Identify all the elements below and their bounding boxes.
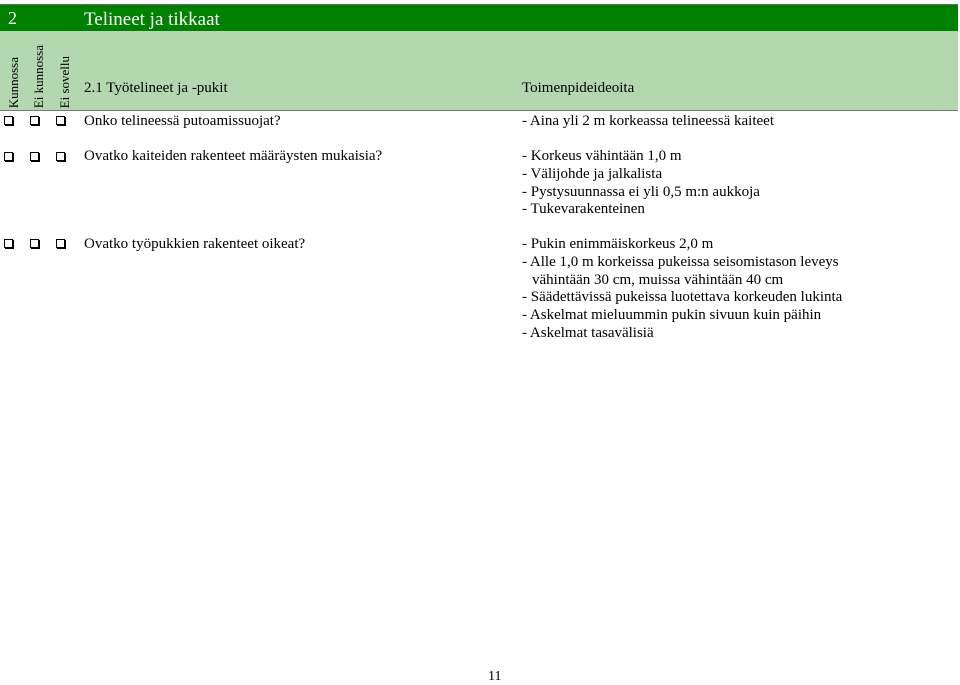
- question-row-3: Ovatko työpukkien rakenteet oikeat?: [84, 236, 306, 252]
- idea-line: - Pystysuunnassa ei yli 0,5 m:n aukkoja: [522, 183, 760, 200]
- checkbox-kunnossa-row-2[interactable]: [4, 152, 13, 161]
- checkbox-ei-sovellu-row-1[interactable]: [56, 116, 65, 125]
- checkbox-kunnossa-row-1[interactable]: [4, 116, 13, 125]
- page-number: 11: [488, 669, 502, 684]
- ideas-row-1: [522, 113, 774, 131]
- idea-line: - Säädettävissä pukeissa luotettava korkeuden lukinta: [522, 289, 843, 306]
- section-title-bar: [0, 4, 958, 32]
- checkbox-ei-kunnossa-row-2[interactable]: [30, 152, 39, 161]
- idea-line: - Askelmat tasavälisiä: [522, 324, 654, 341]
- question-row-1: Onko telineessä putoamissuojat?: [84, 113, 281, 129]
- idea-line: - Pukin enimmäiskorkeus 2,0 m: [522, 236, 714, 252]
- ideas-row-3: [522, 236, 842, 343]
- subsection-heading: 2.1 Työtelineet ja -pukit: [84, 80, 228, 96]
- idea-line: - Alle 1,0 m korkeissa pukeissa seisomistason leveys: [522, 253, 839, 270]
- checkbox-ei-sovellu-row-3[interactable]: [56, 239, 65, 248]
- column-header-kunnossa: Kunnossa: [6, 56, 21, 108]
- idea-line: - Aina yli 2 m korkeassa telineessä kaiteet: [522, 113, 775, 129]
- ideas-row-2: [522, 148, 760, 219]
- column-header-ei-kunnossa: Ei kunnossa: [31, 44, 46, 108]
- table-header: [0, 31, 958, 111]
- section-title: Telineet ja tikkaat: [84, 9, 220, 30]
- question-row-2: Ovatko kaiteiden rakenteet määräysten mukaisia?: [84, 148, 383, 164]
- checkbox-kunnossa-row-3[interactable]: [4, 239, 13, 248]
- checkbox-ei-sovellu-row-2[interactable]: [56, 152, 65, 161]
- section-number: 2: [8, 8, 17, 28]
- checkbox-ei-kunnossa-row-1[interactable]: [30, 116, 39, 125]
- idea-line: - Askelmat mieluummin pukin sivuun kuin päihin: [522, 307, 822, 324]
- idea-line: vähintään 30 cm, muissa vähintään 40 cm: [532, 271, 784, 288]
- idea-line: - Tukevarakenteinen: [522, 201, 645, 218]
- idea-line: - Korkeus vähintään 1,0 m: [522, 148, 682, 164]
- idea-line: - Välijohde ja jalkalista: [522, 165, 663, 182]
- checkbox-ei-kunnossa-row-3[interactable]: [30, 239, 39, 248]
- actions-column-heading: Toimenpideideoita: [522, 80, 635, 96]
- column-header-ei-sovellu: Ei sovellu: [57, 55, 72, 108]
